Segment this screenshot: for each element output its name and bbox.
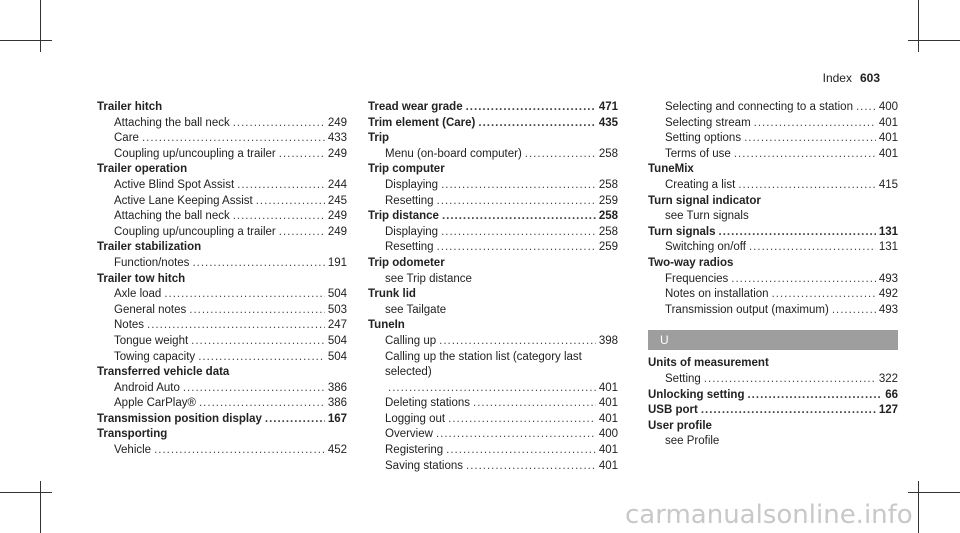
index-heading xyxy=(648,403,898,419)
crop-mark xyxy=(40,0,41,52)
page-ref[interactable]: 401 xyxy=(598,444,618,457)
index-term[interactable]: Transferred vehicle data xyxy=(97,366,230,379)
page-ref[interactable]: 435 xyxy=(598,116,618,129)
dot-leader xyxy=(198,350,325,366)
crop-mark xyxy=(0,492,52,493)
page-ref[interactable]: 401 xyxy=(598,412,618,425)
dot-leader xyxy=(279,225,325,241)
page-ref[interactable]: 249 xyxy=(327,116,347,129)
index-heading xyxy=(648,256,898,272)
index-subentry xyxy=(368,240,618,256)
index-term[interactable]: Turn signals xyxy=(648,225,716,238)
index-heading xyxy=(97,427,347,443)
subentry-term[interactable]: Setting options xyxy=(665,132,742,145)
index-subentry xyxy=(648,287,898,303)
dot-leader xyxy=(233,209,325,225)
page-ref[interactable]: 258 xyxy=(598,178,618,191)
page-ref[interactable]: 386 xyxy=(327,381,347,394)
dot-leader xyxy=(441,178,596,194)
dot-leader xyxy=(478,116,595,132)
index-entry xyxy=(648,356,898,387)
page-ref[interactable]: 471 xyxy=(598,101,618,113)
index-entry xyxy=(97,240,347,271)
index-entry xyxy=(648,162,898,193)
index-heading xyxy=(648,225,898,241)
dot-leader xyxy=(754,116,876,132)
dot-leader xyxy=(446,443,596,459)
page-ref[interactable]: 401 xyxy=(598,381,618,394)
subentry-term[interactable]: Coupling up/uncoupling a trailer xyxy=(114,225,276,238)
page-ref[interactable]: 258 xyxy=(598,225,618,238)
subentry-term[interactable]: Attaching the ball neck xyxy=(114,116,230,129)
index-subentry xyxy=(97,287,347,303)
crop-mark xyxy=(918,481,919,533)
index-term[interactable]: User profile xyxy=(648,419,712,432)
index-subentry xyxy=(368,459,618,475)
subentry-term[interactable]: Frequencies xyxy=(665,272,729,285)
subentry-term[interactable]: Notes xyxy=(114,319,145,332)
dot-leader xyxy=(233,116,325,132)
index-subentry xyxy=(97,178,347,194)
index-heading xyxy=(648,419,898,435)
subentry-term[interactable]: Logging out xyxy=(385,412,446,425)
index-subentry xyxy=(97,350,347,366)
subentry-term[interactable]: see Profile xyxy=(665,435,720,448)
index-heading xyxy=(648,356,898,372)
index-term[interactable]: Trip xyxy=(368,132,390,145)
page-ref[interactable]: 398 xyxy=(598,334,618,347)
header-label: Index xyxy=(822,71,852,85)
index-heading xyxy=(97,162,347,178)
page-ref[interactable]: 127 xyxy=(878,404,898,417)
subentry-term[interactable]: Menu (on-board computer) xyxy=(385,147,522,160)
dot-leader xyxy=(525,147,596,163)
index-entry xyxy=(97,365,347,412)
index-entry xyxy=(648,100,898,162)
page-ref[interactable]: 492 xyxy=(878,288,898,301)
page-ref[interactable]: 249 xyxy=(327,210,347,223)
index-entry xyxy=(97,427,347,458)
index-subentry xyxy=(368,427,618,443)
index-term[interactable]: Units of measurement xyxy=(648,357,769,370)
dot-leader xyxy=(744,131,876,147)
index-entry xyxy=(97,412,347,428)
index-term[interactable]: Two-way radios xyxy=(648,256,734,269)
dot-leader xyxy=(142,131,325,147)
subentry-term[interactable]: Resetting xyxy=(385,194,434,207)
index-heading xyxy=(97,412,347,428)
index-subentry xyxy=(648,100,898,116)
page-ref[interactable]: 386 xyxy=(327,397,347,410)
crop-mark xyxy=(908,492,960,493)
page-ref[interactable]: 401 xyxy=(878,147,898,160)
index-term[interactable]: Unlocking setting xyxy=(648,388,745,401)
dot-leader xyxy=(164,287,325,303)
subentry-term[interactable]: Registering xyxy=(385,444,444,457)
page-ref[interactable]: 259 xyxy=(598,194,618,207)
index-entry xyxy=(97,162,347,240)
index-entry xyxy=(648,419,898,450)
index-subentry xyxy=(648,178,898,194)
index-term[interactable]: Trailer operation xyxy=(97,163,188,176)
index-subentry xyxy=(648,303,898,319)
page-ref[interactable]: 258 xyxy=(598,210,618,223)
subentry-term[interactable]: Android Auto xyxy=(114,381,180,394)
subentry-term[interactable]: Coupling up/uncoupling a trailer xyxy=(114,147,276,160)
index-term[interactable]: Trunk lid xyxy=(368,288,416,301)
index-subentry xyxy=(97,303,347,319)
subentry-term[interactable]: Notes on installation xyxy=(665,288,769,301)
page-ref[interactable]: 433 xyxy=(327,132,347,145)
dot-leader xyxy=(436,427,596,443)
index-subentry xyxy=(368,334,618,350)
subentry-term[interactable]: Displaying xyxy=(385,225,439,238)
index-heading xyxy=(368,287,618,303)
index-term[interactable]: Trip odometer xyxy=(368,256,445,269)
page-ref[interactable]: 401 xyxy=(878,132,898,145)
page-ref[interactable]: 258 xyxy=(598,147,618,160)
subentry-term[interactable]: Saving stations xyxy=(385,459,463,472)
index-entry xyxy=(648,403,898,419)
page-ref[interactable]: 400 xyxy=(878,101,898,113)
crop-mark xyxy=(918,0,919,52)
subentry-term[interactable]: Active Lane Keeping Assist xyxy=(114,194,253,207)
index-subentry xyxy=(368,225,618,241)
index-subentry xyxy=(648,116,898,132)
index-term[interactable]: TuneMix xyxy=(648,163,694,176)
index-subentry xyxy=(97,318,347,334)
index-term[interactable]: Trip computer xyxy=(368,163,445,176)
index-term[interactable]: Trim element (Care) xyxy=(368,116,476,129)
index-subentry xyxy=(368,178,618,194)
dot-leader xyxy=(439,334,596,350)
subentry-term[interactable]: Switching on/off xyxy=(665,241,746,254)
index-subentry xyxy=(368,350,618,397)
index-entry xyxy=(368,162,618,209)
dot-leader xyxy=(192,256,324,272)
dot-leader xyxy=(448,412,596,428)
watermark: carmanualsonline.info xyxy=(625,500,913,530)
subentry-term[interactable]: Deleting stations xyxy=(385,397,471,410)
subentry-term[interactable]: Displaying xyxy=(385,178,439,191)
page-ref[interactable]: 131 xyxy=(878,241,898,254)
page-ref[interactable]: 401 xyxy=(598,459,618,472)
page-ref[interactable]: 167 xyxy=(327,412,347,425)
index-heading xyxy=(97,100,347,116)
index-subentry xyxy=(368,412,618,428)
index-subentry xyxy=(97,194,347,210)
dot-leader xyxy=(199,396,325,412)
dot-leader xyxy=(832,303,876,319)
index-subentry xyxy=(97,443,347,459)
subentry-term[interactable]: Vehicle xyxy=(114,444,152,457)
index-heading xyxy=(648,194,898,210)
section-letter-bar: U xyxy=(648,330,898,350)
index-subentry xyxy=(368,303,618,319)
page-ref[interactable]: 504 xyxy=(327,350,347,363)
index-subentry xyxy=(97,381,347,397)
crop-mark xyxy=(40,481,41,533)
subentry-term[interactable]: Axle load xyxy=(114,288,162,301)
index-subentry xyxy=(97,131,347,147)
index-column-3 xyxy=(648,100,898,450)
page-ref[interactable]: 504 xyxy=(327,288,347,301)
index-heading xyxy=(368,131,618,147)
index-subentry xyxy=(97,225,347,241)
index-entry xyxy=(368,209,618,256)
subentry-term[interactable]: Resetting xyxy=(385,241,434,254)
index-heading xyxy=(97,240,347,256)
dot-leader xyxy=(704,372,876,388)
index-heading xyxy=(97,272,347,288)
index-subentry xyxy=(97,209,347,225)
subentry-term[interactable]: see Turn signals xyxy=(665,210,749,223)
subentry-term[interactable]: Terms of use xyxy=(665,147,731,160)
dot-leader xyxy=(183,381,325,397)
crop-mark xyxy=(0,40,52,41)
subentry-term[interactable]: Attaching the ball neck xyxy=(114,210,230,223)
dot-leader xyxy=(191,334,325,350)
dot-leader xyxy=(772,287,876,303)
page-ref[interactable]: 245 xyxy=(327,194,347,207)
page-ref[interactable]: 244 xyxy=(327,178,347,191)
index-entry xyxy=(368,318,618,474)
page-ref[interactable]: 493 xyxy=(878,272,898,285)
dot-leader xyxy=(189,303,325,319)
index-heading xyxy=(368,209,618,225)
index-subentry xyxy=(648,131,898,147)
subentry-line xyxy=(385,381,618,397)
subentry-term[interactable]: Apple CarPlay® xyxy=(114,397,196,410)
subentry-term[interactable]: Calling up the station list (category last selected) xyxy=(385,350,582,379)
index-subentry xyxy=(648,372,898,388)
subentry-term[interactable]: Selecting and connecting to a station xyxy=(665,101,853,113)
crop-mark xyxy=(908,40,960,41)
page-ref[interactable]: 503 xyxy=(327,303,347,316)
dot-leader xyxy=(749,240,876,256)
index-term[interactable]: Transmission position display xyxy=(97,412,262,425)
index-entry xyxy=(97,100,347,162)
page-ref[interactable]: 131 xyxy=(878,225,898,238)
dot-leader xyxy=(437,240,596,256)
subentry-term[interactable]: Selecting stream xyxy=(665,116,751,129)
subentry-term[interactable]: Creating a list xyxy=(665,178,736,191)
subentry-term[interactable]: General notes xyxy=(114,303,187,316)
page-ref[interactable]: 249 xyxy=(327,225,347,238)
index-subentry xyxy=(648,434,898,450)
dot-leader xyxy=(731,272,876,288)
index-term[interactable]: Trailer hitch xyxy=(97,101,163,113)
index-subentry xyxy=(97,256,347,272)
page-ref[interactable]: 249 xyxy=(327,147,347,160)
index-subentry xyxy=(648,272,898,288)
index-subentry xyxy=(648,209,898,225)
dot-leader xyxy=(719,225,876,241)
index-heading xyxy=(648,162,898,178)
index-heading xyxy=(97,365,347,381)
index-subentry xyxy=(368,272,618,288)
index-entry xyxy=(648,256,898,318)
index-heading xyxy=(368,116,618,132)
page-ref[interactable]: 401 xyxy=(598,397,618,410)
dot-leader xyxy=(856,100,876,116)
subentry-term[interactable]: Setting xyxy=(665,372,701,385)
index-term[interactable]: Transporting xyxy=(97,428,168,441)
page-number: 603 xyxy=(859,71,880,85)
index-subentry xyxy=(368,147,618,163)
dot-leader xyxy=(466,100,596,116)
subentry-term[interactable]: Function/notes xyxy=(114,256,190,269)
index-heading xyxy=(368,318,618,334)
index-term[interactable]: USB port xyxy=(648,404,698,417)
index-entry xyxy=(368,256,618,287)
subentry-term[interactable]: Towing capacity xyxy=(114,350,196,363)
subentry-term[interactable]: see Tailgate xyxy=(385,303,447,316)
page-ref[interactable]: 504 xyxy=(327,334,347,347)
dot-leader xyxy=(466,459,596,475)
dot-leader xyxy=(265,412,325,428)
dot-leader xyxy=(237,178,325,194)
index-term[interactable]: TuneIn xyxy=(368,319,405,332)
page-ref[interactable]: 66 xyxy=(885,388,898,401)
dot-leader xyxy=(147,318,325,334)
index-column-1 xyxy=(97,100,347,459)
subentry-term[interactable]: Active Blind Spot Assist xyxy=(114,178,235,191)
index-term[interactable]: Trailer tow hitch xyxy=(97,272,186,285)
dot-leader xyxy=(388,381,596,397)
dot-leader xyxy=(279,147,325,163)
subentry-term[interactable]: Transmission output (maximum) xyxy=(665,303,829,316)
subentry-term[interactable]: Tongue weight xyxy=(114,334,189,347)
index-heading xyxy=(648,388,898,404)
index-term[interactable]: Turn signal indicator xyxy=(648,194,761,207)
page-ref[interactable]: 493 xyxy=(878,303,898,316)
index-term[interactable]: Trip distance xyxy=(368,210,439,223)
index-entry xyxy=(97,272,347,366)
index-entry xyxy=(648,194,898,225)
index-column-2 xyxy=(368,100,618,474)
subentry-term[interactable]: Overview xyxy=(385,428,433,441)
index-subentry xyxy=(648,147,898,163)
index-subentry xyxy=(368,396,618,412)
page-ref[interactable]: 401 xyxy=(878,116,898,129)
dot-leader xyxy=(473,396,596,412)
index-subentry xyxy=(368,194,618,210)
index-subentry xyxy=(648,240,898,256)
index-term[interactable]: Tread wear grade xyxy=(368,101,463,113)
index-heading xyxy=(368,100,618,116)
dot-leader xyxy=(738,178,876,194)
dot-leader xyxy=(437,194,596,210)
index-entry xyxy=(368,116,618,132)
subentry-term[interactable]: Care xyxy=(114,132,139,145)
dot-leader xyxy=(734,147,876,163)
page-ref[interactable]: 322 xyxy=(878,372,898,385)
dot-leader xyxy=(747,388,882,404)
dot-leader xyxy=(154,443,325,459)
index-subentry xyxy=(97,116,347,132)
page-ref[interactable]: 452 xyxy=(327,444,347,457)
index-heading xyxy=(368,256,618,272)
page-ref[interactable]: 400 xyxy=(598,428,618,441)
subentry-term[interactable]: see Trip distance xyxy=(385,272,472,285)
dot-leader xyxy=(256,194,325,210)
page-ref[interactable]: 259 xyxy=(598,241,618,254)
index-entry xyxy=(648,225,898,256)
subentry-term[interactable]: Calling up xyxy=(385,334,437,347)
page-ref[interactable]: 415 xyxy=(878,178,898,191)
dot-leader xyxy=(441,225,596,241)
index-subentry xyxy=(97,147,347,163)
index-heading xyxy=(368,162,618,178)
index-subentry xyxy=(368,443,618,459)
index-entry xyxy=(368,131,618,162)
index-entry xyxy=(648,388,898,404)
index-subentry xyxy=(97,396,347,412)
dot-leader xyxy=(442,209,596,225)
index-entry xyxy=(368,287,618,318)
page-ref[interactable]: 247 xyxy=(327,319,347,332)
dot-leader xyxy=(701,403,876,419)
index-subentry xyxy=(97,334,347,350)
page-header xyxy=(823,71,880,85)
index-entry xyxy=(368,100,618,116)
page-ref[interactable]: 191 xyxy=(327,256,347,269)
index-term[interactable]: Trailer stabilization xyxy=(97,241,202,254)
